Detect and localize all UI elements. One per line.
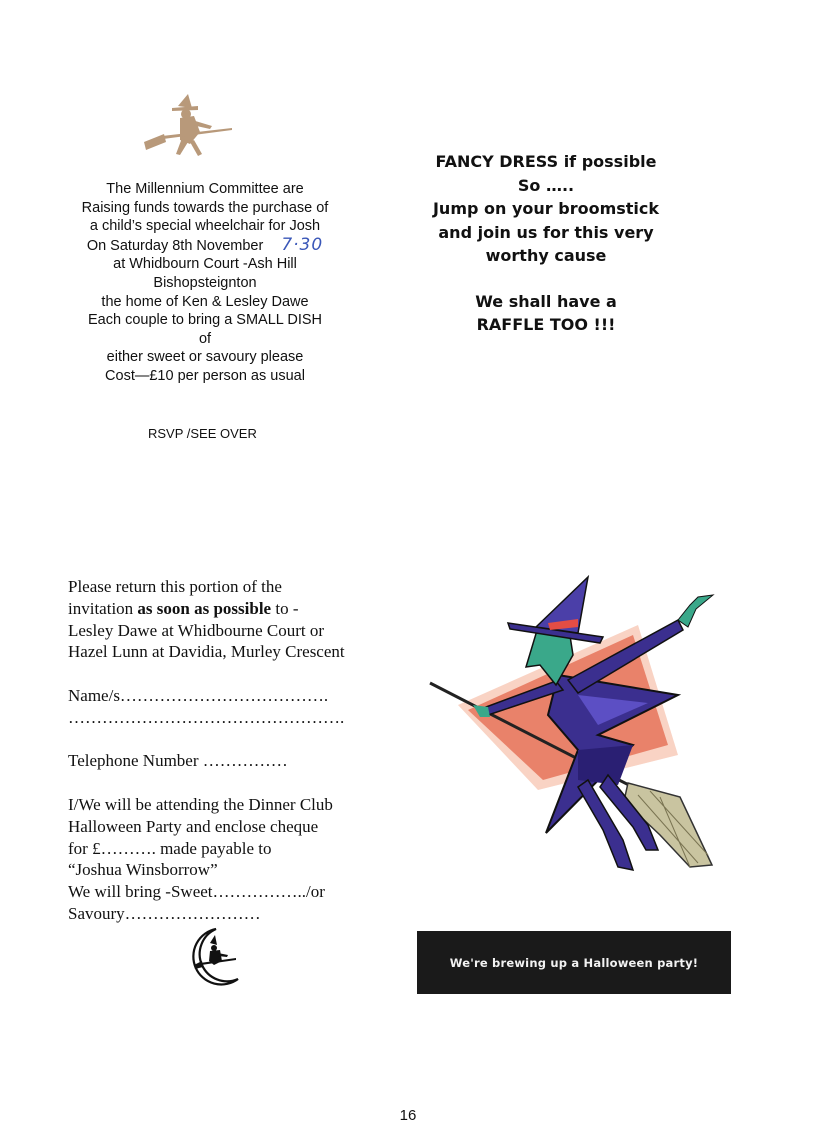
invite-date-line [40, 236, 370, 256]
flying-witch-silhouette-icon [142, 92, 234, 162]
form-intro-emphasis: as soon as possible [137, 598, 272, 618]
invite-line: either sweet or savoury please [106, 349, 304, 366]
spacer [68, 772, 388, 794]
fancy-line: Jump on your broomstick [432, 199, 660, 218]
invite-date: On Saturday 8th November [86, 237, 264, 254]
name-field[interactable]: Name/s………………………………. [68, 685, 329, 705]
rsvp-note: RSVP /SEE OVER [148, 426, 257, 441]
raffle-line: RAFFLE TOO !!! [476, 315, 616, 334]
reply-form [68, 576, 388, 925]
flying-witch-illustration [428, 575, 720, 875]
invite-line: at Whidbourn Court -Ash Hill [113, 256, 297, 273]
banner-text: We're brewing up a Halloween party! [449, 955, 699, 970]
invite-line: Each couple to bring a SMALL DISH [87, 312, 322, 329]
form-intro-text: to - [271, 598, 299, 618]
telephone-field[interactable]: Telephone Number …………… [68, 751, 288, 771]
form-intro [68, 598, 388, 620]
spacer [68, 663, 388, 685]
form-intro-text: invitation [68, 598, 138, 618]
fancy-line: worthy cause [485, 246, 607, 265]
halloween-banner [417, 931, 731, 994]
invite-line: the home of Ken & Lesley Dawe [101, 293, 309, 310]
fancy-line: FANCY DRESS if possible [435, 152, 657, 171]
spacer [68, 729, 388, 751]
invite-line: Raising funds towards the purchase of [81, 199, 329, 216]
payee-name: “Joshua Winsborrow” [68, 860, 218, 880]
form-intro: Hazel Lunn at Davidia, Murley Crescent [68, 642, 345, 662]
sweet-dish-field[interactable]: We will bring -Sweet……………../or [68, 882, 325, 902]
invite-line: Cost—£10 per person as usual [105, 367, 305, 384]
moon-witch-icon [182, 925, 244, 989]
spacer [410, 268, 682, 290]
fancy-line: and join us for this very [438, 222, 654, 242]
name-field-continuation[interactable]: …………………………………………. [68, 707, 345, 727]
page-number: 16 [399, 1107, 417, 1124]
fancy-line: So ….. [517, 175, 575, 195]
attendance-text: Halloween Party and enclose cheque [68, 816, 319, 836]
invitation-text [40, 180, 370, 386]
attendance-text: I/We will be attending the Dinner Club [68, 794, 333, 814]
form-intro: Please return this portion of the [68, 577, 282, 596]
invite-line: of [198, 330, 212, 347]
fancy-dress-notice [410, 150, 682, 337]
cheque-amount-field[interactable]: for £………. made payable to [68, 838, 272, 858]
invite-line: Bishopsteignton [153, 274, 257, 291]
invite-line: The Millennium Committee are [106, 181, 304, 197]
invite-line: a child’s special wheelchair for Josh [89, 218, 321, 235]
form-intro: Lesley Dawe at Whidbourne Court or [68, 620, 325, 640]
handwritten-time: 7·30 [281, 234, 324, 255]
raffle-line: We shall have a [475, 291, 617, 311]
savoury-dish-field[interactable]: Savoury…………………… [68, 903, 261, 923]
